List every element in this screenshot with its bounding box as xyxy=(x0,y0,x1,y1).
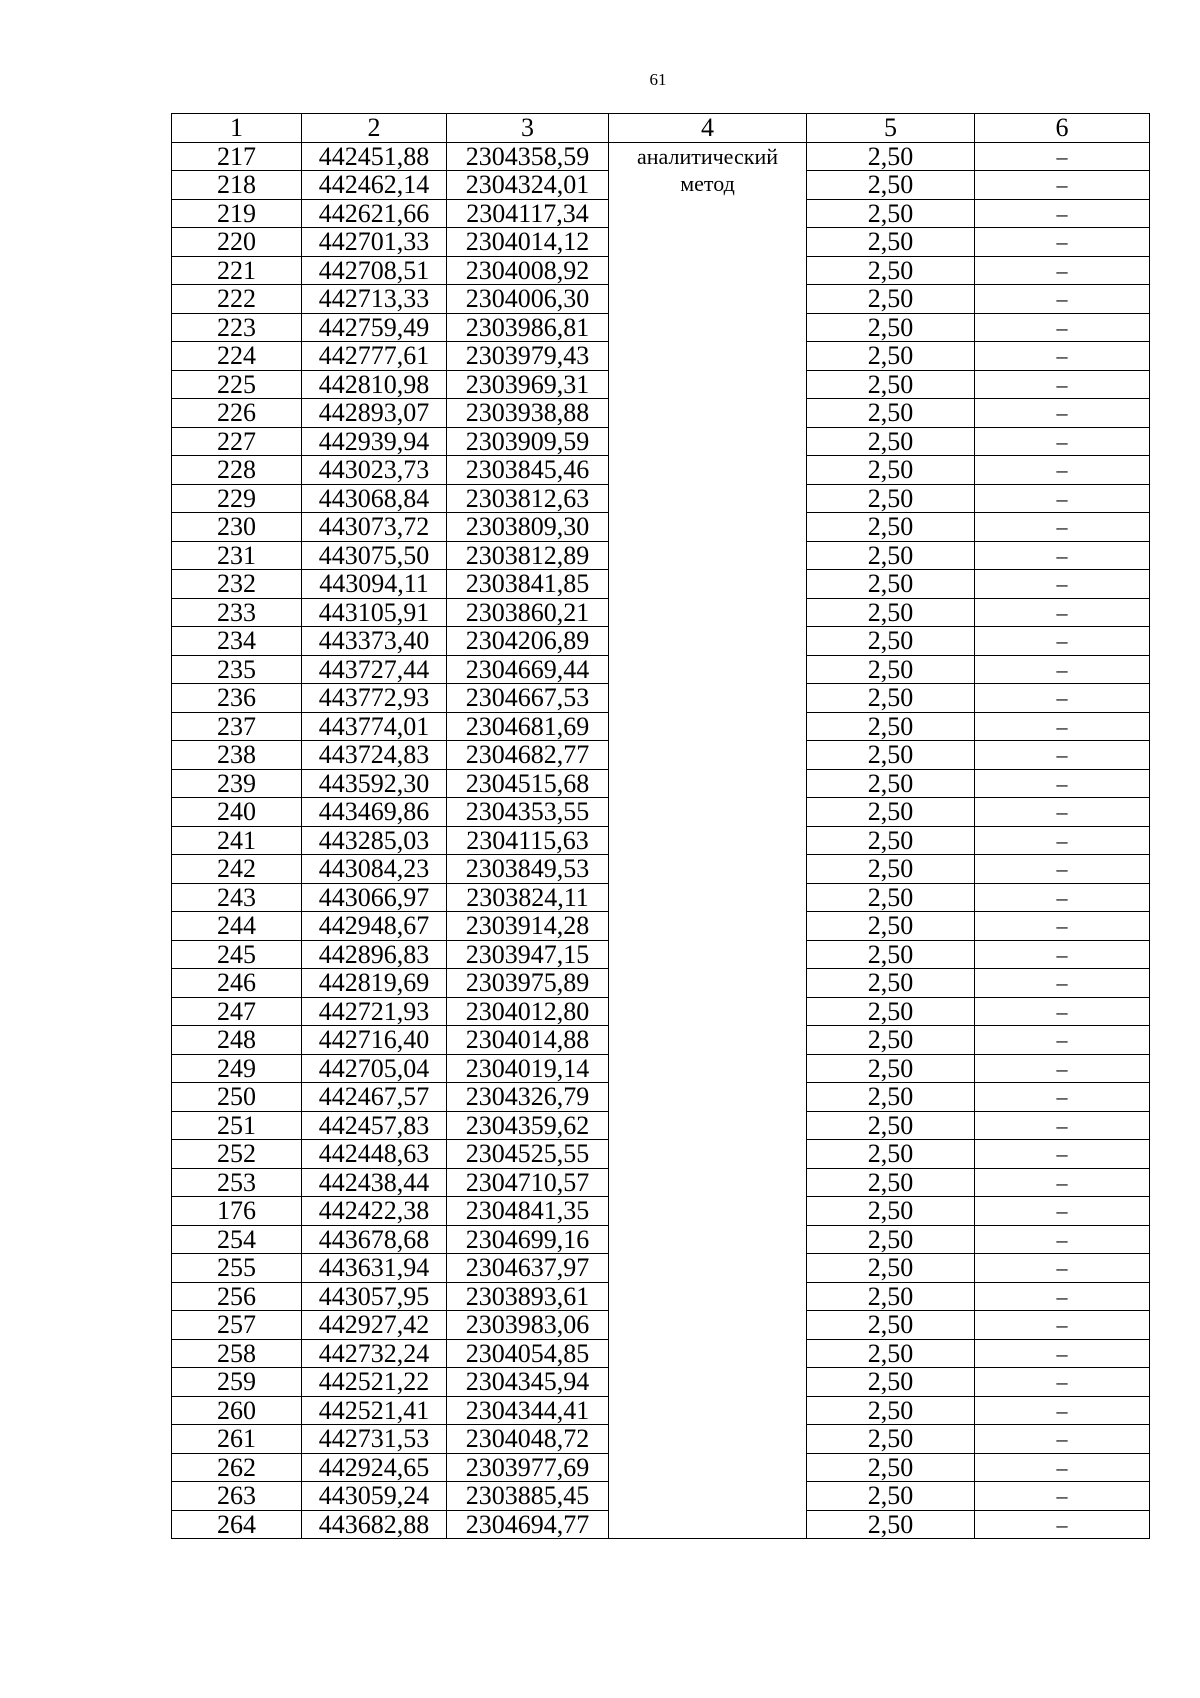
description-cell: – xyxy=(975,1254,1150,1283)
point-number-cell: 246 xyxy=(172,969,302,998)
description-cell: – xyxy=(975,1026,1150,1055)
description-cell: – xyxy=(975,1111,1150,1140)
x-coordinate-cell: 442462,14 xyxy=(302,171,447,200)
y-coordinate-cell: 2303938,88 xyxy=(447,399,609,428)
point-number-cell: 240 xyxy=(172,798,302,827)
point-number-cell: 242 xyxy=(172,855,302,884)
y-coordinate-cell: 2304669,44 xyxy=(447,655,609,684)
accuracy-cell: 2,50 xyxy=(807,199,975,228)
y-coordinate-cell: 2304019,14 xyxy=(447,1054,609,1083)
point-number-cell: 257 xyxy=(172,1311,302,1340)
x-coordinate-cell: 443094,11 xyxy=(302,570,447,599)
point-number-cell: 223 xyxy=(172,313,302,342)
column-header: 4 xyxy=(609,114,807,143)
y-coordinate-cell: 2304012,80 xyxy=(447,997,609,1026)
method-label-line: аналитический xyxy=(636,143,778,169)
x-coordinate-cell: 443073,72 xyxy=(302,513,447,542)
point-number-cell: 217 xyxy=(172,142,302,171)
x-coordinate-cell: 443631,94 xyxy=(302,1254,447,1283)
accuracy-cell: 2,50 xyxy=(807,1425,975,1454)
description-cell: – xyxy=(975,541,1150,570)
accuracy-cell: 2,50 xyxy=(807,769,975,798)
x-coordinate-cell: 442467,57 xyxy=(302,1083,447,1112)
description-cell: – xyxy=(975,456,1150,485)
point-number-cell: 218 xyxy=(172,171,302,200)
accuracy-cell: 2,50 xyxy=(807,1026,975,1055)
y-coordinate-cell: 2304515,68 xyxy=(447,769,609,798)
description-cell: – xyxy=(975,1368,1150,1397)
y-coordinate-cell: 2303975,89 xyxy=(447,969,609,998)
description-cell: – xyxy=(975,1425,1150,1454)
description-cell: – xyxy=(975,342,1150,371)
coordinates-table xyxy=(171,113,1150,1539)
description-cell: – xyxy=(975,741,1150,770)
accuracy-cell: 2,50 xyxy=(807,1311,975,1340)
point-number-cell: 222 xyxy=(172,285,302,314)
x-coordinate-cell: 443084,23 xyxy=(302,855,447,884)
accuracy-cell: 2,50 xyxy=(807,684,975,713)
point-number-cell: 220 xyxy=(172,228,302,257)
point-number-cell: 256 xyxy=(172,1282,302,1311)
y-coordinate-cell: 2303893,61 xyxy=(447,1282,609,1311)
description-cell: – xyxy=(975,826,1150,855)
description-cell: – xyxy=(975,171,1150,200)
x-coordinate-cell: 442896,83 xyxy=(302,940,447,969)
description-cell: – xyxy=(975,370,1150,399)
point-number-cell: 228 xyxy=(172,456,302,485)
x-coordinate-cell: 443068,84 xyxy=(302,484,447,513)
accuracy-cell: 2,50 xyxy=(807,142,975,171)
y-coordinate-cell: 2303969,31 xyxy=(447,370,609,399)
x-coordinate-cell: 443066,97 xyxy=(302,883,447,912)
accuracy-cell: 2,50 xyxy=(807,627,975,656)
x-coordinate-cell: 442521,41 xyxy=(302,1396,447,1425)
y-coordinate-cell: 2304681,69 xyxy=(447,712,609,741)
accuracy-cell: 2,50 xyxy=(807,997,975,1026)
accuracy-cell: 2,50 xyxy=(807,313,975,342)
point-number-cell: 262 xyxy=(172,1453,302,1482)
x-coordinate-cell: 442948,67 xyxy=(302,912,447,941)
x-coordinate-cell: 442708,51 xyxy=(302,256,447,285)
description-cell: – xyxy=(975,997,1150,1026)
method-cell xyxy=(609,142,807,1539)
accuracy-cell: 2,50 xyxy=(807,256,975,285)
y-coordinate-cell: 2303977,69 xyxy=(447,1453,609,1482)
accuracy-cell: 2,50 xyxy=(807,171,975,200)
y-coordinate-cell: 2304637,97 xyxy=(447,1254,609,1283)
table-body xyxy=(172,142,1150,1539)
point-number-cell: 255 xyxy=(172,1254,302,1283)
y-coordinate-cell: 2303860,21 xyxy=(447,598,609,627)
y-coordinate-cell: 2303947,15 xyxy=(447,940,609,969)
accuracy-cell: 2,50 xyxy=(807,1054,975,1083)
accuracy-cell: 2,50 xyxy=(807,1168,975,1197)
y-coordinate-cell: 2304359,62 xyxy=(447,1111,609,1140)
method-label-line: метод xyxy=(680,171,735,196)
y-coordinate-cell: 2303845,46 xyxy=(447,456,609,485)
point-number-cell: 224 xyxy=(172,342,302,371)
point-number-cell: 235 xyxy=(172,655,302,684)
point-number-cell: 264 xyxy=(172,1510,302,1539)
description-cell: – xyxy=(975,399,1150,428)
accuracy-cell: 2,50 xyxy=(807,1453,975,1482)
y-coordinate-cell: 2304345,94 xyxy=(447,1368,609,1397)
column-header: 5 xyxy=(807,114,975,143)
accuracy-cell: 2,50 xyxy=(807,1225,975,1254)
description-cell: – xyxy=(975,256,1150,285)
point-number-cell: 227 xyxy=(172,427,302,456)
y-coordinate-cell: 2304694,77 xyxy=(447,1510,609,1539)
point-number-cell: 258 xyxy=(172,1339,302,1368)
point-number-cell: 221 xyxy=(172,256,302,285)
point-number-cell: 252 xyxy=(172,1140,302,1169)
accuracy-cell: 2,50 xyxy=(807,1197,975,1226)
description-cell: – xyxy=(975,199,1150,228)
accuracy-cell: 2,50 xyxy=(807,1083,975,1112)
point-number-cell: 248 xyxy=(172,1026,302,1055)
point-number-cell: 232 xyxy=(172,570,302,599)
x-coordinate-cell: 442927,42 xyxy=(302,1311,447,1340)
column-header: 2 xyxy=(302,114,447,143)
x-coordinate-cell: 442731,53 xyxy=(302,1425,447,1454)
table-header-row xyxy=(172,114,1150,143)
y-coordinate-cell: 2303824,11 xyxy=(447,883,609,912)
y-coordinate-cell: 2304117,34 xyxy=(447,199,609,228)
y-coordinate-cell: 2303841,85 xyxy=(447,570,609,599)
accuracy-cell: 2,50 xyxy=(807,855,975,884)
point-number-cell: 234 xyxy=(172,627,302,656)
description-cell: – xyxy=(975,798,1150,827)
point-number-cell: 236 xyxy=(172,684,302,713)
y-coordinate-cell: 2303885,45 xyxy=(447,1482,609,1511)
x-coordinate-cell: 442893,07 xyxy=(302,399,447,428)
x-coordinate-cell: 442448,63 xyxy=(302,1140,447,1169)
x-coordinate-cell: 443772,93 xyxy=(302,684,447,713)
point-number-cell: 243 xyxy=(172,883,302,912)
x-coordinate-cell: 442810,98 xyxy=(302,370,447,399)
y-coordinate-cell: 2304699,16 xyxy=(447,1225,609,1254)
x-coordinate-cell: 442939,94 xyxy=(302,427,447,456)
point-number-cell: 261 xyxy=(172,1425,302,1454)
column-header: 1 xyxy=(172,114,302,143)
accuracy-cell: 2,50 xyxy=(807,427,975,456)
accuracy-cell: 2,50 xyxy=(807,798,975,827)
x-coordinate-cell: 443592,30 xyxy=(302,769,447,798)
description-cell: – xyxy=(975,883,1150,912)
x-coordinate-cell: 443469,86 xyxy=(302,798,447,827)
x-coordinate-cell: 443057,95 xyxy=(302,1282,447,1311)
point-number-cell: 260 xyxy=(172,1396,302,1425)
y-coordinate-cell: 2304525,55 xyxy=(447,1140,609,1169)
y-coordinate-cell: 2303986,81 xyxy=(447,313,609,342)
accuracy-cell: 2,50 xyxy=(807,1368,975,1397)
y-coordinate-cell: 2303914,28 xyxy=(447,912,609,941)
description-cell: – xyxy=(975,627,1150,656)
accuracy-cell: 2,50 xyxy=(807,826,975,855)
point-number-cell: 253 xyxy=(172,1168,302,1197)
point-number-cell: 251 xyxy=(172,1111,302,1140)
point-number-cell: 263 xyxy=(172,1482,302,1511)
description-cell: – xyxy=(975,427,1150,456)
point-number-cell: 238 xyxy=(172,741,302,770)
accuracy-cell: 2,50 xyxy=(807,1482,975,1511)
accuracy-cell: 2,50 xyxy=(807,342,975,371)
description-cell: – xyxy=(975,769,1150,798)
accuracy-cell: 2,50 xyxy=(807,883,975,912)
y-coordinate-cell: 2304048,72 xyxy=(447,1425,609,1454)
y-coordinate-cell: 2303809,30 xyxy=(447,513,609,542)
y-coordinate-cell: 2304358,59 xyxy=(447,142,609,171)
y-coordinate-cell: 2304353,55 xyxy=(447,798,609,827)
accuracy-cell: 2,50 xyxy=(807,1140,975,1169)
y-coordinate-cell: 2303812,63 xyxy=(447,484,609,513)
accuracy-cell: 2,50 xyxy=(807,1111,975,1140)
accuracy-cell: 2,50 xyxy=(807,370,975,399)
accuracy-cell: 2,50 xyxy=(807,399,975,428)
point-number-cell: 259 xyxy=(172,1368,302,1397)
accuracy-cell: 2,50 xyxy=(807,484,975,513)
y-coordinate-cell: 2304841,35 xyxy=(447,1197,609,1226)
description-cell: – xyxy=(975,940,1150,969)
description-cell: – xyxy=(975,513,1150,542)
description-cell: – xyxy=(975,1453,1150,1482)
point-number-cell: 247 xyxy=(172,997,302,1026)
x-coordinate-cell: 442521,22 xyxy=(302,1368,447,1397)
x-coordinate-cell: 442819,69 xyxy=(302,969,447,998)
x-coordinate-cell: 442759,49 xyxy=(302,313,447,342)
x-coordinate-cell: 443678,68 xyxy=(302,1225,447,1254)
description-cell: – xyxy=(975,969,1150,998)
description-cell: – xyxy=(975,1339,1150,1368)
point-number-cell: 230 xyxy=(172,513,302,542)
x-coordinate-cell: 442701,33 xyxy=(302,228,447,257)
accuracy-cell: 2,50 xyxy=(807,1339,975,1368)
description-cell: – xyxy=(975,684,1150,713)
x-coordinate-cell: 442732,24 xyxy=(302,1339,447,1368)
accuracy-cell: 2,50 xyxy=(807,598,975,627)
description-cell: – xyxy=(975,655,1150,684)
x-coordinate-cell: 443075,50 xyxy=(302,541,447,570)
description-cell: – xyxy=(975,1140,1150,1169)
x-coordinate-cell: 443285,03 xyxy=(302,826,447,855)
description-cell: – xyxy=(975,912,1150,941)
description-cell: – xyxy=(975,142,1150,171)
x-coordinate-cell: 442777,61 xyxy=(302,342,447,371)
y-coordinate-cell: 2304326,79 xyxy=(447,1083,609,1112)
x-coordinate-cell: 443774,01 xyxy=(302,712,447,741)
description-cell: – xyxy=(975,1282,1150,1311)
y-coordinate-cell: 2303983,06 xyxy=(447,1311,609,1340)
accuracy-cell: 2,50 xyxy=(807,513,975,542)
point-number-cell: 225 xyxy=(172,370,302,399)
accuracy-cell: 2,50 xyxy=(807,655,975,684)
y-coordinate-cell: 2304054,85 xyxy=(447,1339,609,1368)
y-coordinate-cell: 2304344,41 xyxy=(447,1396,609,1425)
description-cell: – xyxy=(975,1197,1150,1226)
y-coordinate-cell: 2303979,43 xyxy=(447,342,609,371)
accuracy-cell: 2,50 xyxy=(807,1282,975,1311)
accuracy-cell: 2,50 xyxy=(807,285,975,314)
accuracy-cell: 2,50 xyxy=(807,969,975,998)
description-cell: – xyxy=(975,1054,1150,1083)
y-coordinate-cell: 2303849,53 xyxy=(447,855,609,884)
y-coordinate-cell: 2304324,01 xyxy=(447,171,609,200)
x-coordinate-cell: 443682,88 xyxy=(302,1510,447,1539)
x-coordinate-cell: 442713,33 xyxy=(302,285,447,314)
x-coordinate-cell: 443059,24 xyxy=(302,1482,447,1511)
y-coordinate-cell: 2304014,12 xyxy=(447,228,609,257)
x-coordinate-cell: 442924,65 xyxy=(302,1453,447,1482)
page-number: 61 xyxy=(649,70,667,89)
point-number-cell: 226 xyxy=(172,399,302,428)
description-cell: – xyxy=(975,313,1150,342)
description-cell: – xyxy=(975,1396,1150,1425)
y-coordinate-cell: 2304006,30 xyxy=(447,285,609,314)
x-coordinate-cell: 443373,40 xyxy=(302,627,447,656)
x-coordinate-cell: 443105,91 xyxy=(302,598,447,627)
point-number-cell: 249 xyxy=(172,1054,302,1083)
y-coordinate-cell: 2304667,53 xyxy=(447,684,609,713)
x-coordinate-cell: 442422,38 xyxy=(302,1197,447,1226)
description-cell: – xyxy=(975,1482,1150,1511)
x-coordinate-cell: 442721,93 xyxy=(302,997,447,1026)
x-coordinate-cell: 443727,44 xyxy=(302,655,447,684)
accuracy-cell: 2,50 xyxy=(807,712,975,741)
description-cell: – xyxy=(975,285,1150,314)
description-cell: – xyxy=(975,1225,1150,1254)
x-coordinate-cell: 442457,83 xyxy=(302,1111,447,1140)
point-number-cell: 219 xyxy=(172,199,302,228)
accuracy-cell: 2,50 xyxy=(807,541,975,570)
description-cell: – xyxy=(975,484,1150,513)
point-number-cell: 244 xyxy=(172,912,302,941)
y-coordinate-cell: 2304682,77 xyxy=(447,741,609,770)
accuracy-cell: 2,50 xyxy=(807,1396,975,1425)
y-coordinate-cell: 2303812,89 xyxy=(447,541,609,570)
description-cell: – xyxy=(975,1311,1150,1340)
accuracy-cell: 2,50 xyxy=(807,456,975,485)
point-number-cell: 237 xyxy=(172,712,302,741)
point-number-cell: 176 xyxy=(172,1197,302,1226)
y-coordinate-cell: 2304008,92 xyxy=(447,256,609,285)
description-cell: – xyxy=(975,598,1150,627)
point-number-cell: 250 xyxy=(172,1083,302,1112)
description-cell: – xyxy=(975,228,1150,257)
point-number-cell: 231 xyxy=(172,541,302,570)
y-coordinate-cell: 2304206,89 xyxy=(447,627,609,656)
x-coordinate-cell: 442621,66 xyxy=(302,199,447,228)
point-number-cell: 229 xyxy=(172,484,302,513)
column-header: 3 xyxy=(447,114,609,143)
y-coordinate-cell: 2303909,59 xyxy=(447,427,609,456)
table-row xyxy=(172,142,1150,171)
x-coordinate-cell: 443023,73 xyxy=(302,456,447,485)
column-header: 6 xyxy=(975,114,1150,143)
accuracy-cell: 2,50 xyxy=(807,1254,975,1283)
description-cell: – xyxy=(975,570,1150,599)
point-number-cell: 233 xyxy=(172,598,302,627)
y-coordinate-cell: 2304115,63 xyxy=(447,826,609,855)
description-cell: – xyxy=(975,1083,1150,1112)
y-coordinate-cell: 2304710,57 xyxy=(447,1168,609,1197)
accuracy-cell: 2,50 xyxy=(807,741,975,770)
point-number-cell: 239 xyxy=(172,769,302,798)
description-cell: – xyxy=(975,1168,1150,1197)
x-coordinate-cell: 442451,88 xyxy=(302,142,447,171)
description-cell: – xyxy=(975,855,1150,884)
accuracy-cell: 2,50 xyxy=(807,228,975,257)
x-coordinate-cell: 442705,04 xyxy=(302,1054,447,1083)
accuracy-cell: 2,50 xyxy=(807,1510,975,1539)
description-cell: – xyxy=(975,1510,1150,1539)
description-cell: – xyxy=(975,712,1150,741)
x-coordinate-cell: 442716,40 xyxy=(302,1026,447,1055)
point-number-cell: 245 xyxy=(172,940,302,969)
accuracy-cell: 2,50 xyxy=(807,912,975,941)
x-coordinate-cell: 443724,83 xyxy=(302,741,447,770)
x-coordinate-cell: 442438,44 xyxy=(302,1168,447,1197)
point-number-cell: 241 xyxy=(172,826,302,855)
accuracy-cell: 2,50 xyxy=(807,570,975,599)
y-coordinate-cell: 2304014,88 xyxy=(447,1026,609,1055)
point-number-cell: 254 xyxy=(172,1225,302,1254)
accuracy-cell: 2,50 xyxy=(807,940,975,969)
